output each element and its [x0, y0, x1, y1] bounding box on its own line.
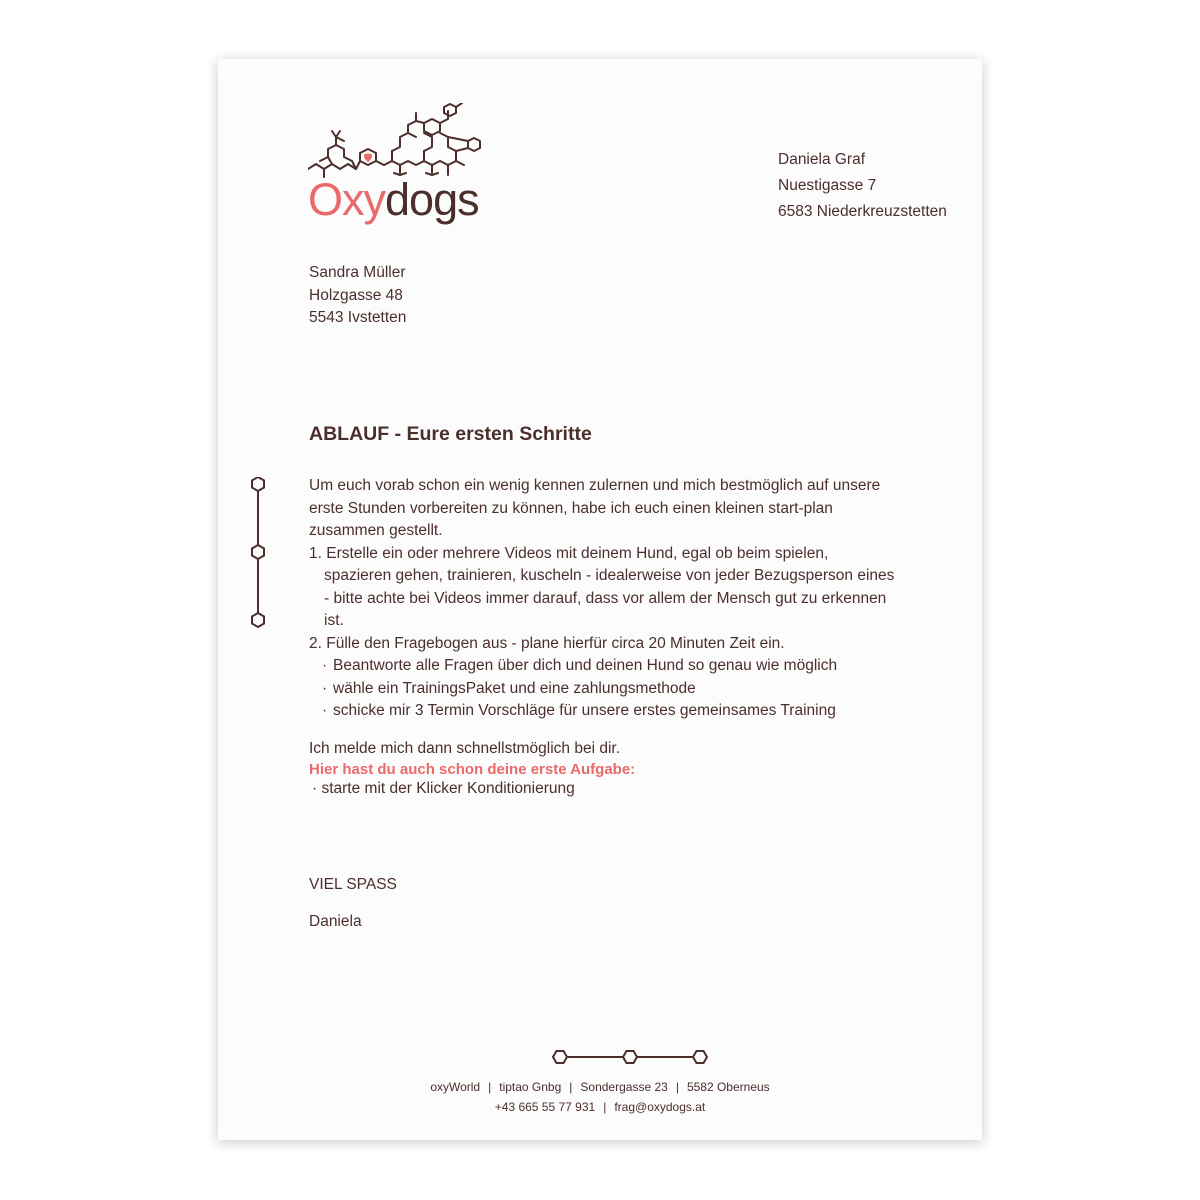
letter-body — [309, 475, 899, 798]
task-item: · starte mit der Klicker Konditionierung — [312, 780, 575, 797]
logo-oxy: Oxy — [308, 174, 386, 225]
letter-title: ABLAUF - Eure ersten Schritte — [309, 423, 592, 445]
sender-street: Nuestigasse 7 — [778, 177, 877, 194]
sender-address — [778, 147, 947, 225]
recipient-name: Sandra Müller — [309, 264, 406, 281]
footer-separator: | — [569, 1080, 573, 1094]
footer-phone: +43 665 55 77 931 — [494, 1100, 596, 1114]
footer-separator: | — [488, 1080, 492, 1094]
footer-separator: | — [603, 1100, 607, 1114]
recipient-city: 5543 Ivstetten — [309, 309, 407, 326]
closing-sentence: Ich melde mich dann schnellstmöglich bei dir. — [309, 739, 621, 757]
footer — [218, 1077, 982, 1117]
recipient-address — [309, 262, 406, 330]
heart-icon — [364, 154, 372, 163]
footer-line-1 — [218, 1077, 982, 1097]
footer-street: Sondergasse 23 — [580, 1080, 668, 1094]
list-item: · schicke mir 3 Termin Vorschläge für unsere erstes gemeinsames Training — [322, 702, 836, 719]
logo-dogs: dogs — [385, 174, 479, 225]
viel-spass: VIEL SPASS — [309, 876, 397, 893]
recipient-street: Holzgasse 48 — [309, 286, 403, 304]
list-item: · Beantworte alle Fragen über dich und deinen Hund so genau wie möglich — [322, 657, 838, 674]
letter-page — [218, 59, 982, 1140]
intro-paragraph: Um euch vorab schon ein wenig kennen zulernen und mich bestmöglich auf unsere erste Stunden vorbereiten zu können, habe ich euch einen kleinen start-plan zusammen gestellt. — [309, 477, 881, 539]
footer-company: oxyWorld — [430, 1080, 481, 1094]
sender-name: Daniela Graf — [778, 151, 866, 168]
step-2-bullets — [309, 655, 899, 723]
list-item: · wähle ein TrainingsPaket und eine zahlungsmethode — [322, 679, 696, 697]
footer-legal-name: tiptao Gnbg — [499, 1080, 562, 1094]
hexagon-chain-decoration — [248, 477, 268, 629]
footer-line-2 — [218, 1097, 982, 1117]
logo-wordmark — [308, 174, 479, 225]
footer-city: 5582 Oberneus — [686, 1080, 770, 1094]
molecule-graphic — [308, 103, 508, 183]
footer-email: frag@oxydogs.at — [614, 1100, 706, 1114]
step-1: 1. Erstelle ein oder mehrere Videos mit deinem Hund, egal ob beim spielen, spazieren gehen, trainieren, kuscheln - idealerweise von jeder Bezugsperson eines - bitte achte bei Videos immer darauf, dass vor allem der Mensch gut zu erkennen ist. — [309, 544, 895, 629]
footer-hexagon-decoration — [551, 1049, 709, 1065]
signature: Daniela — [309, 913, 362, 930]
step-2: 2. Fülle den Fragebogen aus - plane hierfür circa 20 Minuten Zeit ein. — [309, 634, 785, 652]
footer-separator: | — [675, 1080, 679, 1094]
task-heading: Hier hast du auch schon deine erste Aufgabe: — [309, 761, 636, 778]
oxydogs-logo — [308, 103, 508, 233]
sender-city: 6583 Niederkreuzstetten — [778, 203, 947, 220]
